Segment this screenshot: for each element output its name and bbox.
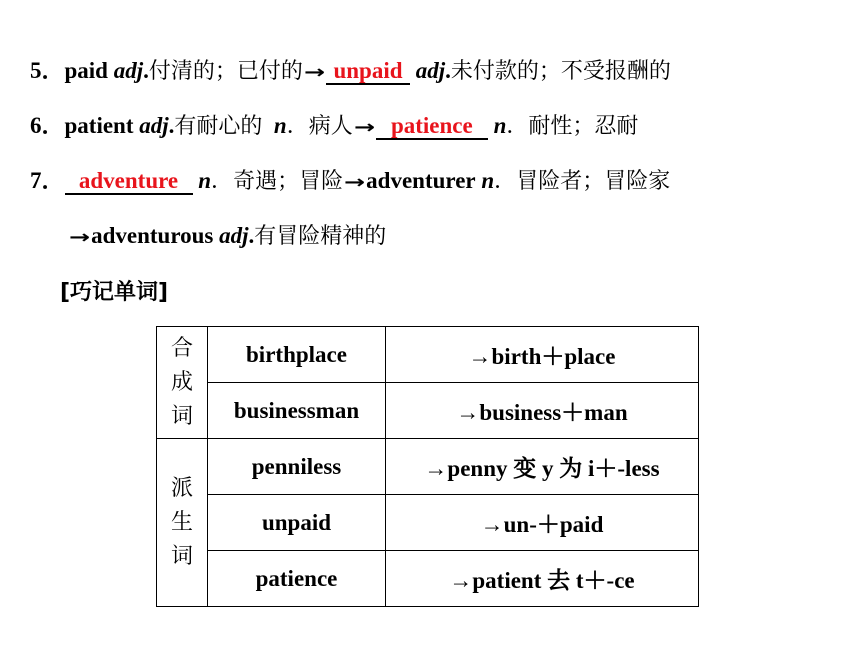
part-of-speech: n — [481, 168, 495, 193]
word-formation-table — [156, 326, 699, 607]
item-number: 5． — [30, 58, 65, 83]
vocab-item-7: 7． adventure n．奇遇；冒险→adventurer n．冒险者；冒险家 — [30, 166, 670, 198]
section-title: [巧记单词] — [60, 280, 169, 305]
table-formation: →patient 去 t＋-ce — [386, 551, 699, 607]
definition: 冒险者；冒险家 — [516, 169, 671, 194]
table-formation: →un-＋paid — [386, 495, 699, 551]
definition: 付清的；已付的 — [148, 59, 303, 84]
table-row — [157, 327, 699, 383]
definition: 有耐心的 — [174, 114, 263, 139]
table-formation: →business＋man — [386, 383, 699, 439]
part-of-speech: adj — [415, 58, 446, 83]
answer-blank: unpaid — [326, 59, 410, 85]
table-row — [157, 439, 699, 495]
table-word: birthplace — [208, 327, 386, 383]
part-of-speech: n — [493, 113, 507, 138]
derived-word: adventurous — [91, 223, 214, 248]
definition: 病人 — [308, 114, 353, 139]
item-number: 6． — [30, 113, 65, 138]
table-row — [157, 495, 699, 551]
table-word: patience — [208, 551, 386, 607]
table-row — [157, 383, 699, 439]
headword: patient — [64, 113, 134, 138]
answer-blank: patience — [376, 114, 488, 140]
part-of-speech: adj — [113, 58, 144, 83]
table-word: penniless — [208, 439, 386, 495]
definition: 有冒险精神的 — [254, 224, 387, 249]
table-word: unpaid — [208, 495, 386, 551]
table-word: businessman — [208, 383, 386, 439]
table-formation: →birth＋place — [386, 327, 699, 383]
table-formation: →penny 变 y 为 i＋-less — [386, 439, 699, 495]
part-of-speech: adj — [219, 223, 249, 248]
derived-word: adventurer — [366, 168, 476, 193]
definition: 未付款的；不受报酬的 — [450, 59, 671, 84]
headword: paid — [64, 58, 108, 83]
arrow-icon: → — [303, 62, 326, 83]
definition: 耐性；忍耐 — [528, 114, 639, 139]
arrow-icon: → — [68, 227, 91, 248]
category-compound: 合 成 词 — [157, 327, 208, 439]
answer-blank: adventure — [65, 169, 193, 195]
vocab-item-5: 5．paid adj.付清的；已付的→ unpaid adj.未付款的；不受报酬的 — [30, 56, 671, 88]
arrow-icon: → — [344, 172, 366, 193]
vocab-item-6: 6．patient adj.有耐心的 n．病人→ patience n．耐性；忍耐 — [30, 111, 638, 143]
table-row — [157, 551, 699, 607]
vocab-item-7-continued: →adventurous adj.有冒险精神的 — [72, 221, 386, 253]
category-derivative: 派 生 词 — [157, 439, 208, 607]
item-number: 7． — [30, 168, 65, 193]
arrow-icon: → — [353, 117, 375, 138]
definition: 奇遇；冒险 — [233, 169, 344, 194]
part-of-speech: n — [198, 168, 212, 193]
part-of-speech: adj — [139, 113, 169, 138]
part-of-speech: n — [273, 113, 287, 138]
